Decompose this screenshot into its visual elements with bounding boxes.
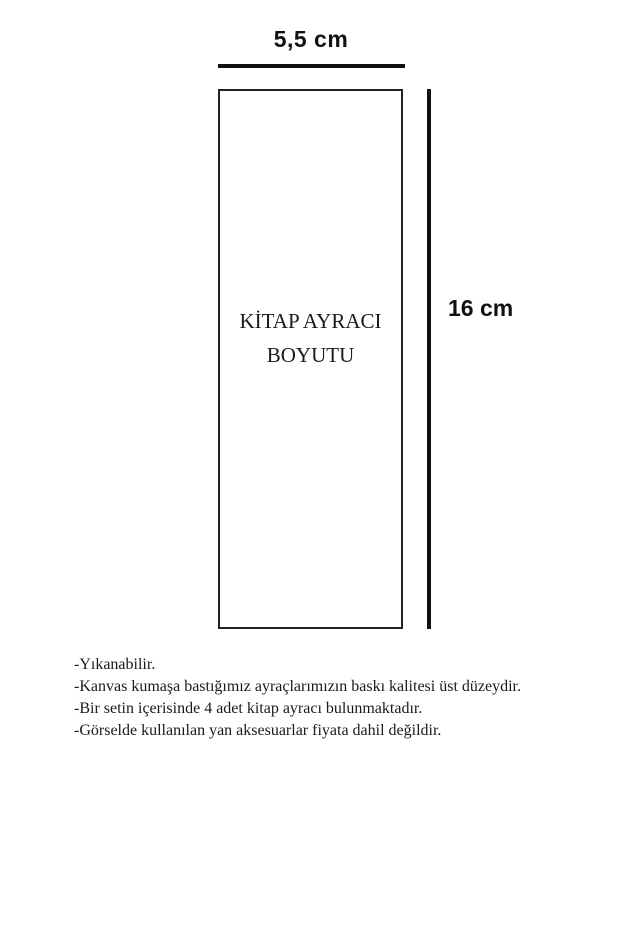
note-print-quality: -Kanvas kumaşa bastığımız ayraçlarımızın baskı kalitesi üst düzeydir.	[74, 678, 521, 695]
width-dimension-line	[218, 64, 405, 68]
height-dimension-label: 16 cm	[448, 295, 514, 321]
product-notes	[74, 654, 574, 742]
bookmark-title-line-1: KİTAP AYRACI	[239, 309, 382, 333]
note-accessories: -Görselde kullanılan yan aksesuarlar fiyata dahil değildir.	[74, 722, 442, 739]
note-set-contents: -Bir setin içerisinde 4 adet kitap ayracı bulunmaktadır.	[74, 700, 423, 717]
note-washable: -Yıkanabilir.	[74, 656, 156, 673]
height-dimension-line	[427, 89, 431, 629]
bookmark-outline	[218, 89, 403, 629]
bookmark-title-line-2: BOYUTU	[266, 343, 355, 367]
bookmark-title	[220, 304, 401, 372]
width-dimension-label: 5,5 cm	[273, 26, 349, 52]
